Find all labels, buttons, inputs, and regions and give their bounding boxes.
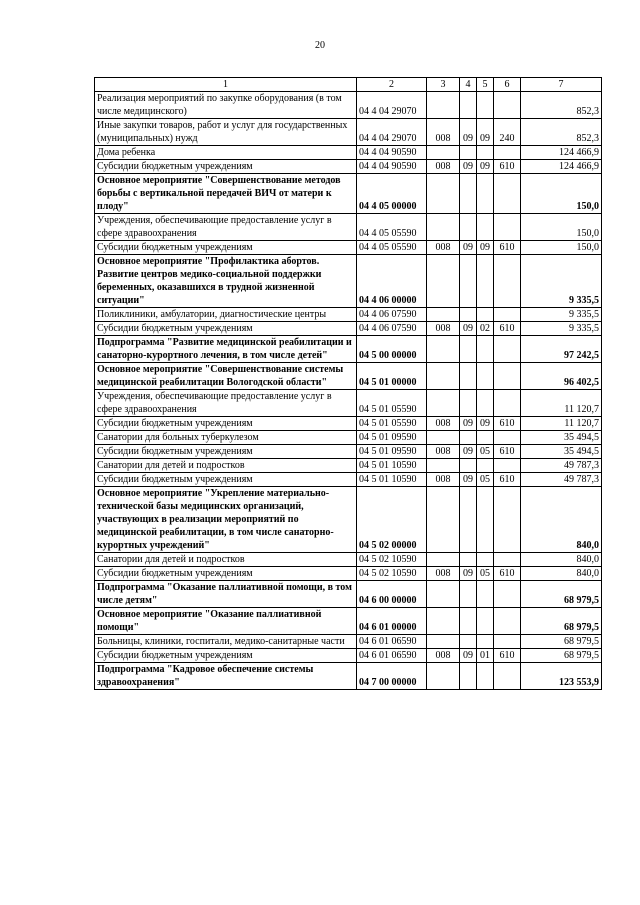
subsection-code (477, 581, 494, 608)
amount: 9 335,5 (521, 255, 602, 308)
subsection-code (477, 308, 494, 322)
section-code: 09 (460, 241, 477, 255)
ministry-code (427, 487, 460, 553)
ministry-code: 008 (427, 567, 460, 581)
item-name: Поликлиники, амбулатории, диагностические центры (95, 308, 357, 322)
subsection-code (477, 174, 494, 214)
subsection-code: 05 (477, 567, 494, 581)
item-name: Иные закупки товаров, работ и услуг для государственных (муниципальных) нужд (95, 119, 357, 146)
section-code: 09 (460, 445, 477, 459)
ministry-code (427, 363, 460, 390)
table-row (95, 363, 602, 390)
expense-type-code (494, 608, 521, 635)
target-code: 04 4 04 29070 (357, 92, 427, 119)
subsection-code (477, 146, 494, 160)
ministry-code: 008 (427, 322, 460, 336)
header-col-3: 3 (427, 78, 460, 92)
subsection-code (477, 431, 494, 445)
table-row (95, 581, 602, 608)
section-code (460, 214, 477, 241)
target-code: 04 4 04 90590 (357, 146, 427, 160)
section-code (460, 92, 477, 119)
ministry-code (427, 553, 460, 567)
amount: 35 494,5 (521, 431, 602, 445)
section-code (460, 390, 477, 417)
section-code: 09 (460, 160, 477, 174)
ministry-code: 008 (427, 417, 460, 431)
budget-table (94, 77, 602, 690)
expense-type-code: 610 (494, 417, 521, 431)
target-code: 04 4 04 29070 (357, 119, 427, 146)
target-code: 04 4 06 07590 (357, 308, 427, 322)
target-code: 04 5 02 10590 (357, 567, 427, 581)
subsection-code (477, 553, 494, 567)
header-col-4: 4 (460, 78, 477, 92)
ministry-code (427, 431, 460, 445)
expense-type-code: 240 (494, 119, 521, 146)
amount: 150,0 (521, 241, 602, 255)
ministry-code: 008 (427, 445, 460, 459)
subsection-code (477, 214, 494, 241)
amount: 150,0 (521, 174, 602, 214)
expense-type-code (494, 174, 521, 214)
subsection-code (477, 92, 494, 119)
target-code: 04 5 01 10590 (357, 473, 427, 487)
subsection-code (477, 663, 494, 690)
target-code: 04 4 06 00000 (357, 255, 427, 308)
target-code: 04 5 01 05590 (357, 390, 427, 417)
table-row (95, 119, 602, 146)
item-name: Субсидии бюджетным учреждениям (95, 241, 357, 255)
ministry-code (427, 635, 460, 649)
ministry-code (427, 390, 460, 417)
table-row (95, 92, 602, 119)
ministry-code (427, 459, 460, 473)
subsection-code (477, 363, 494, 390)
item-name: Больницы, клиники, госпитали, медико-санитарные части (95, 635, 357, 649)
section-code: 09 (460, 119, 477, 146)
amount: 124 466,9 (521, 160, 602, 174)
expense-type-code (494, 487, 521, 553)
amount: 49 787,3 (521, 459, 602, 473)
target-code: 04 7 00 00000 (357, 663, 427, 690)
table-row (95, 473, 602, 487)
ministry-code: 008 (427, 241, 460, 255)
expense-type-code: 610 (494, 160, 521, 174)
amount: 49 787,3 (521, 473, 602, 487)
expense-type-code (494, 214, 521, 241)
subsection-code: 09 (477, 160, 494, 174)
section-code (460, 255, 477, 308)
header-col-1: 1 (95, 78, 357, 92)
subsection-code (477, 608, 494, 635)
section-code (460, 663, 477, 690)
item-name: Дома ребенка (95, 146, 357, 160)
section-code (460, 146, 477, 160)
subsection-code (477, 255, 494, 308)
subsection-code (477, 635, 494, 649)
subsection-code: 09 (477, 119, 494, 146)
target-code: 04 5 01 00000 (357, 363, 427, 390)
ministry-code (427, 214, 460, 241)
subsection-code (477, 390, 494, 417)
subsection-code (477, 459, 494, 473)
item-name: Субсидии бюджетным учреждениям (95, 445, 357, 459)
expense-type-code: 610 (494, 649, 521, 663)
header-col-7: 7 (521, 78, 602, 92)
amount: 9 335,5 (521, 322, 602, 336)
target-code: 04 4 06 07590 (357, 322, 427, 336)
target-code: 04 6 01 06590 (357, 649, 427, 663)
table-row (95, 160, 602, 174)
table-row (95, 214, 602, 241)
ministry-code (427, 174, 460, 214)
expense-type-code (494, 635, 521, 649)
item-name: Учреждения, обеспечивающие предоставление услуг в сфере здравоохранения (95, 214, 357, 241)
table-row (95, 390, 602, 417)
section-code (460, 553, 477, 567)
item-name: Субсидии бюджетным учреждениям (95, 649, 357, 663)
expense-type-code (494, 92, 521, 119)
header-col-2: 2 (357, 78, 427, 92)
item-name: Основное мероприятие "Совершенствование методов борьбы с вертикальной передачей ВИЧ от матери к плоду" (95, 174, 357, 214)
item-name: Субсидии бюджетным учреждениям (95, 322, 357, 336)
target-code: 04 5 01 05590 (357, 417, 427, 431)
item-name: Подпрограмма "Развитие медицинской реабилитации и санаторно-курортного лечения, в том числе детей" (95, 336, 357, 363)
subsection-code: 09 (477, 417, 494, 431)
section-code (460, 459, 477, 473)
expense-type-code: 610 (494, 322, 521, 336)
amount: 9 335,5 (521, 308, 602, 322)
item-name: Основное мероприятие "Укрепление материально-технической базы медицинских организаций, участвующих в реализации мероприятий по медицинской реабилитации, в том числе санаторно-курортных учреждений" (95, 487, 357, 553)
ministry-code (427, 146, 460, 160)
item-name: Санатории для детей и подростков (95, 459, 357, 473)
item-name: Подпрограмма "Кадровое обеспечение системы здравоохранения" (95, 663, 357, 690)
amount: 35 494,5 (521, 445, 602, 459)
target-code: 04 4 05 00000 (357, 174, 427, 214)
amount: 840,0 (521, 553, 602, 567)
expense-type-code (494, 390, 521, 417)
target-code: 04 5 00 00000 (357, 336, 427, 363)
item-name: Санатории для больных туберкулезом (95, 431, 357, 445)
expense-type-code (494, 255, 521, 308)
amount: 68 979,5 (521, 635, 602, 649)
expense-type-code (494, 363, 521, 390)
ministry-code (427, 608, 460, 635)
amount: 68 979,5 (521, 649, 602, 663)
section-code: 09 (460, 473, 477, 487)
amount: 11 120,7 (521, 390, 602, 417)
item-name: Субсидии бюджетным учреждениям (95, 473, 357, 487)
table-row (95, 431, 602, 445)
ministry-code: 008 (427, 649, 460, 663)
ministry-code (427, 92, 460, 119)
section-code (460, 363, 477, 390)
header-col-6: 6 (494, 78, 521, 92)
amount: 97 242,5 (521, 336, 602, 363)
target-code: 04 5 01 09590 (357, 445, 427, 459)
section-code: 09 (460, 567, 477, 581)
target-code: 04 6 00 00000 (357, 581, 427, 608)
item-name: Субсидии бюджетным учреждениям (95, 567, 357, 581)
table-row (95, 146, 602, 160)
expense-type-code (494, 308, 521, 322)
table-row (95, 308, 602, 322)
ministry-code (427, 336, 460, 363)
item-name: Основное мероприятие "Оказание паллиативной помощи" (95, 608, 357, 635)
page-number: 20 (315, 40, 325, 51)
target-code: 04 5 01 10590 (357, 459, 427, 473)
section-code (460, 336, 477, 363)
target-code: 04 6 01 00000 (357, 608, 427, 635)
amount: 11 120,7 (521, 417, 602, 431)
item-name: Субсидии бюджетным учреждениям (95, 160, 357, 174)
table-row (95, 336, 602, 363)
table-row (95, 255, 602, 308)
item-name: Подпрограмма "Оказание паллиативной помощи, в том числе детям" (95, 581, 357, 608)
ministry-code: 008 (427, 119, 460, 146)
table-row (95, 322, 602, 336)
subsection-code: 05 (477, 473, 494, 487)
table-row (95, 459, 602, 473)
section-code (460, 174, 477, 214)
amount: 68 979,5 (521, 581, 602, 608)
item-name: Реализация мероприятий по закупке оборудования (в том числе медицинского) (95, 92, 357, 119)
ministry-code: 008 (427, 473, 460, 487)
expense-type-code: 610 (494, 567, 521, 581)
item-name: Основное мероприятие "Совершенствование системы медицинской реабилитации Вологодской области" (95, 363, 357, 390)
amount: 96 402,5 (521, 363, 602, 390)
target-code: 04 4 05 05590 (357, 241, 427, 255)
ministry-code (427, 255, 460, 308)
target-code: 04 5 02 10590 (357, 553, 427, 567)
target-code: 04 4 05 05590 (357, 214, 427, 241)
amount: 124 466,9 (521, 146, 602, 160)
section-code (460, 487, 477, 553)
table-row (95, 487, 602, 553)
ministry-code: 008 (427, 160, 460, 174)
expense-type-code (494, 663, 521, 690)
table-row (95, 445, 602, 459)
expense-type-code: 610 (494, 445, 521, 459)
section-code: 09 (460, 417, 477, 431)
table-row (95, 241, 602, 255)
table-row (95, 567, 602, 581)
target-code: 04 5 02 00000 (357, 487, 427, 553)
ministry-code (427, 663, 460, 690)
amount: 840,0 (521, 487, 602, 553)
table-header-row (95, 78, 602, 92)
item-name: Санатории для детей и подростков (95, 553, 357, 567)
amount: 68 979,5 (521, 608, 602, 635)
amount: 123 553,9 (521, 663, 602, 690)
ministry-code (427, 308, 460, 322)
table-row (95, 417, 602, 431)
item-name: Учреждения, обеспечивающие предоставление услуг в сфере здравоохранения (95, 390, 357, 417)
table-row (95, 663, 602, 690)
amount: 852,3 (521, 119, 602, 146)
section-code (460, 635, 477, 649)
subsection-code (477, 487, 494, 553)
table-row (95, 553, 602, 567)
expense-type-code (494, 431, 521, 445)
expense-type-code: 610 (494, 241, 521, 255)
subsection-code: 05 (477, 445, 494, 459)
expense-type-code (494, 553, 521, 567)
amount: 150,0 (521, 214, 602, 241)
target-code: 04 4 04 90590 (357, 160, 427, 174)
expense-type-code (494, 336, 521, 363)
section-code (460, 581, 477, 608)
table-row (95, 635, 602, 649)
expense-type-code (494, 459, 521, 473)
section-code: 09 (460, 322, 477, 336)
item-name: Субсидии бюджетным учреждениям (95, 417, 357, 431)
table-row (95, 608, 602, 635)
expense-type-code (494, 146, 521, 160)
expense-type-code (494, 581, 521, 608)
ministry-code (427, 581, 460, 608)
table-row (95, 174, 602, 214)
item-name: Основное мероприятие "Профилактика абортов. Развитие центров медико-социальной поддержки беременных, оказавшихся в трудной жизненной ситуации" (95, 255, 357, 308)
target-code: 04 5 01 09590 (357, 431, 427, 445)
expense-type-code: 610 (494, 473, 521, 487)
table-row (95, 649, 602, 663)
subsection-code: 01 (477, 649, 494, 663)
section-code (460, 308, 477, 322)
target-code: 04 6 01 06590 (357, 635, 427, 649)
amount: 840,0 (521, 567, 602, 581)
section-code: 09 (460, 649, 477, 663)
section-code (460, 608, 477, 635)
section-code (460, 431, 477, 445)
subsection-code: 02 (477, 322, 494, 336)
header-col-5: 5 (477, 78, 494, 92)
subsection-code: 09 (477, 241, 494, 255)
subsection-code (477, 336, 494, 363)
amount: 852,3 (521, 92, 602, 119)
